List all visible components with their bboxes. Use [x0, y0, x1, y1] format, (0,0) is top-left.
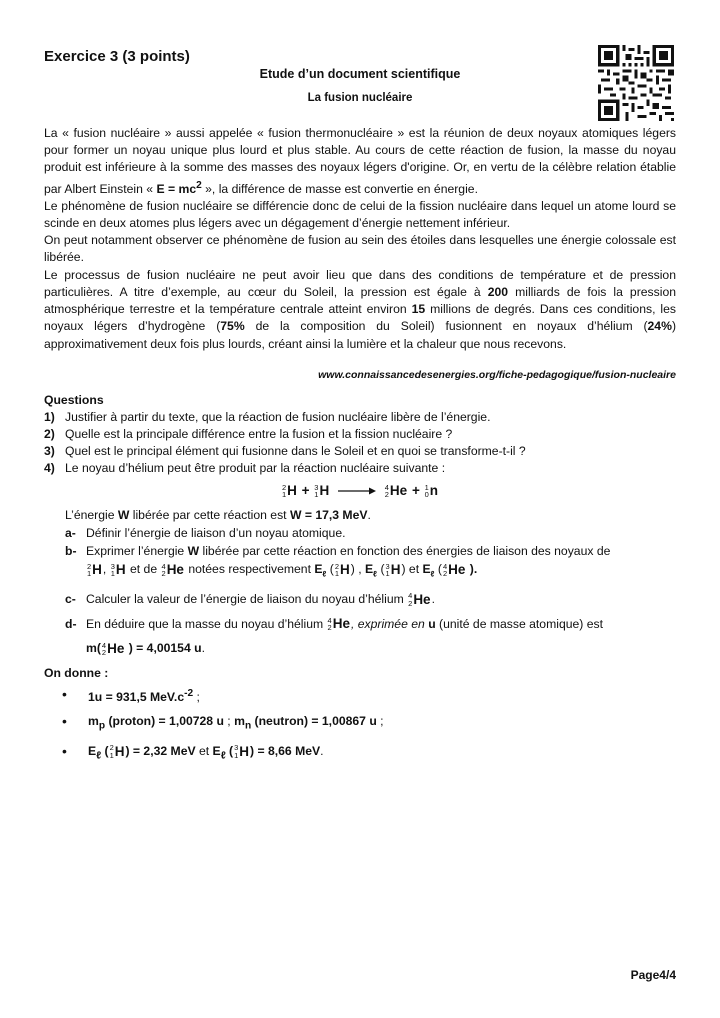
document-subtitle: Etude d’un document scientifique: [259, 67, 461, 81]
paragraph-4: Le processus de fusion nucléaire ne peut avoir lieu que dans des conditions de température et de pression particulières. A titre d’exemple, au cœur du Soleil, la pression est égale à 200 milliards de fois la pression atmosphérique terrestre et la température centrale atteint environ 15 millions de degrés. Dans ces conditions, les noyaux légers d’hydrogène (75% de la composition du Soleil) fusionnent en noyaux d’hélium (24%) approximativement deux fois plus lourds, créant ainsi la lumière et la chaleur que nous recevons.: [44, 267, 676, 351]
document-text: [44, 125, 676, 353]
question-2: 2) Quelle est la principale différence entre la fusion et la fission nucléaire ?: [44, 427, 453, 441]
given-item-1: • 1u = 931,5 $MeV.c^{-2}$ ;: [44, 682, 676, 709]
question-4: 4) Le noyau d’hélium peut être produit par la réaction nucléaire suivante :: [44, 461, 446, 475]
energy-released-line: L’énergie W libérée par cette réaction est W = 17,3 MeV.: [65, 508, 371, 523]
questions-section: [44, 393, 676, 768]
qr-code-icon: [598, 45, 674, 121]
reaction-arrow-icon: [338, 486, 376, 496]
question-1: 1) Justifier à partir du texte, que la réaction de fusion nucléaire libère de l’énergie.: [44, 410, 491, 424]
exercise-title: Exercice 3 (3 points): [44, 48, 190, 65]
bullet-icon: •: [62, 742, 67, 759]
question-3: 3) Quel est le principal élément qui fusionne dans le Soleil et en quoi se transforme-t-il ?: [44, 444, 526, 458]
bullet-icon: •: [62, 713, 67, 730]
nuclide-h2: 2 1 H: [281, 482, 297, 500]
paragraph-3: On peut notamment observer ce phénomène de fusion au sein des étoiles dans lesquelles une énergie colossale est libérée.: [44, 233, 676, 265]
fusion-equation: 2 1 H + 3 1 H 4 2 He + 1 0 n: [44, 480, 676, 502]
source-link: www.connaissancedesenergies.org/fiche-pedagogique/fusion-nucleaire: [318, 369, 676, 381]
paragraph-2: Le phénomène de fusion nucléaire se différencie donc de celui de la fission nucléaire dans lequel un atome lourd se scinde en deux atomes plus légers avec un dégagement d’énergie nettement inférieur.: [44, 198, 676, 231]
given-item-2: • $m_p$ (proton) = 1,00728 u ; $m_n$ (neutron) = 1,00867 u ;: [44, 709, 676, 738]
subquestion-a: a- Définir l’énergie de liaison d’un noyau atomique.: [65, 526, 346, 541]
given-item-3: • $E_\ell$ ( 2 1 H ) = 2,32 MeV et $E_\ell$ ( 3 1 H ) = 8,66 MeV.: [44, 739, 676, 768]
questions-heading: Questions: [44, 393, 104, 407]
nuclide-neutron: 1 0 n: [424, 482, 439, 500]
subquestion-d: d- En déduire que la masse du noyau d’hélium 4 2 He , exprimée en u (unité de masse atomique) est m( 4 2 He ) = 4,00154 u.: [65, 615, 603, 658]
subquestion-c: c- Calculer la valeur de l’énergie de liaison du noyau d’hélium 4 2 He .: [65, 591, 435, 608]
bullet-icon: •: [62, 686, 67, 703]
nuclide-he4: 4 2 He: [384, 482, 408, 500]
paragraph-1: La « fusion nucléaire » aussi appelée « fusion thermonucléaire » est la réunion de deux noyaux atomiques légers pour former un noyau unique plus lourd et plus stable. Au cours de cette réaction de fusion, la masse du noyau produit est inférieure à la somme des masses des noyaux légers d'origine. Or, en vertu de la célèbre relation établie par Albert Einstein « $E = mc^2$ », la différence de masse est convertie en énergie.: [44, 126, 676, 196]
nuclide-h3: 3 1 H: [314, 482, 330, 500]
page-number: Page4/4: [630, 968, 676, 982]
topic-title: La fusion nucléaire: [307, 92, 413, 104]
einstein-formula: $E = mc^2$: [156, 179, 202, 196]
given-data-heading: On donne :: [44, 666, 109, 681]
subquestion-b: b- Exprimer l’énergie W libérée par cette réaction en fonction des énergies de liaison des noyaux de 2 1 H , 3 1 H et de 4 2 He notées respectivement $E_\ell$ ( 2 1 H ) , $E_\ell$ ( 3 1 H ) et $E_\ell$ ( 4 2 He ).: [65, 544, 611, 579]
